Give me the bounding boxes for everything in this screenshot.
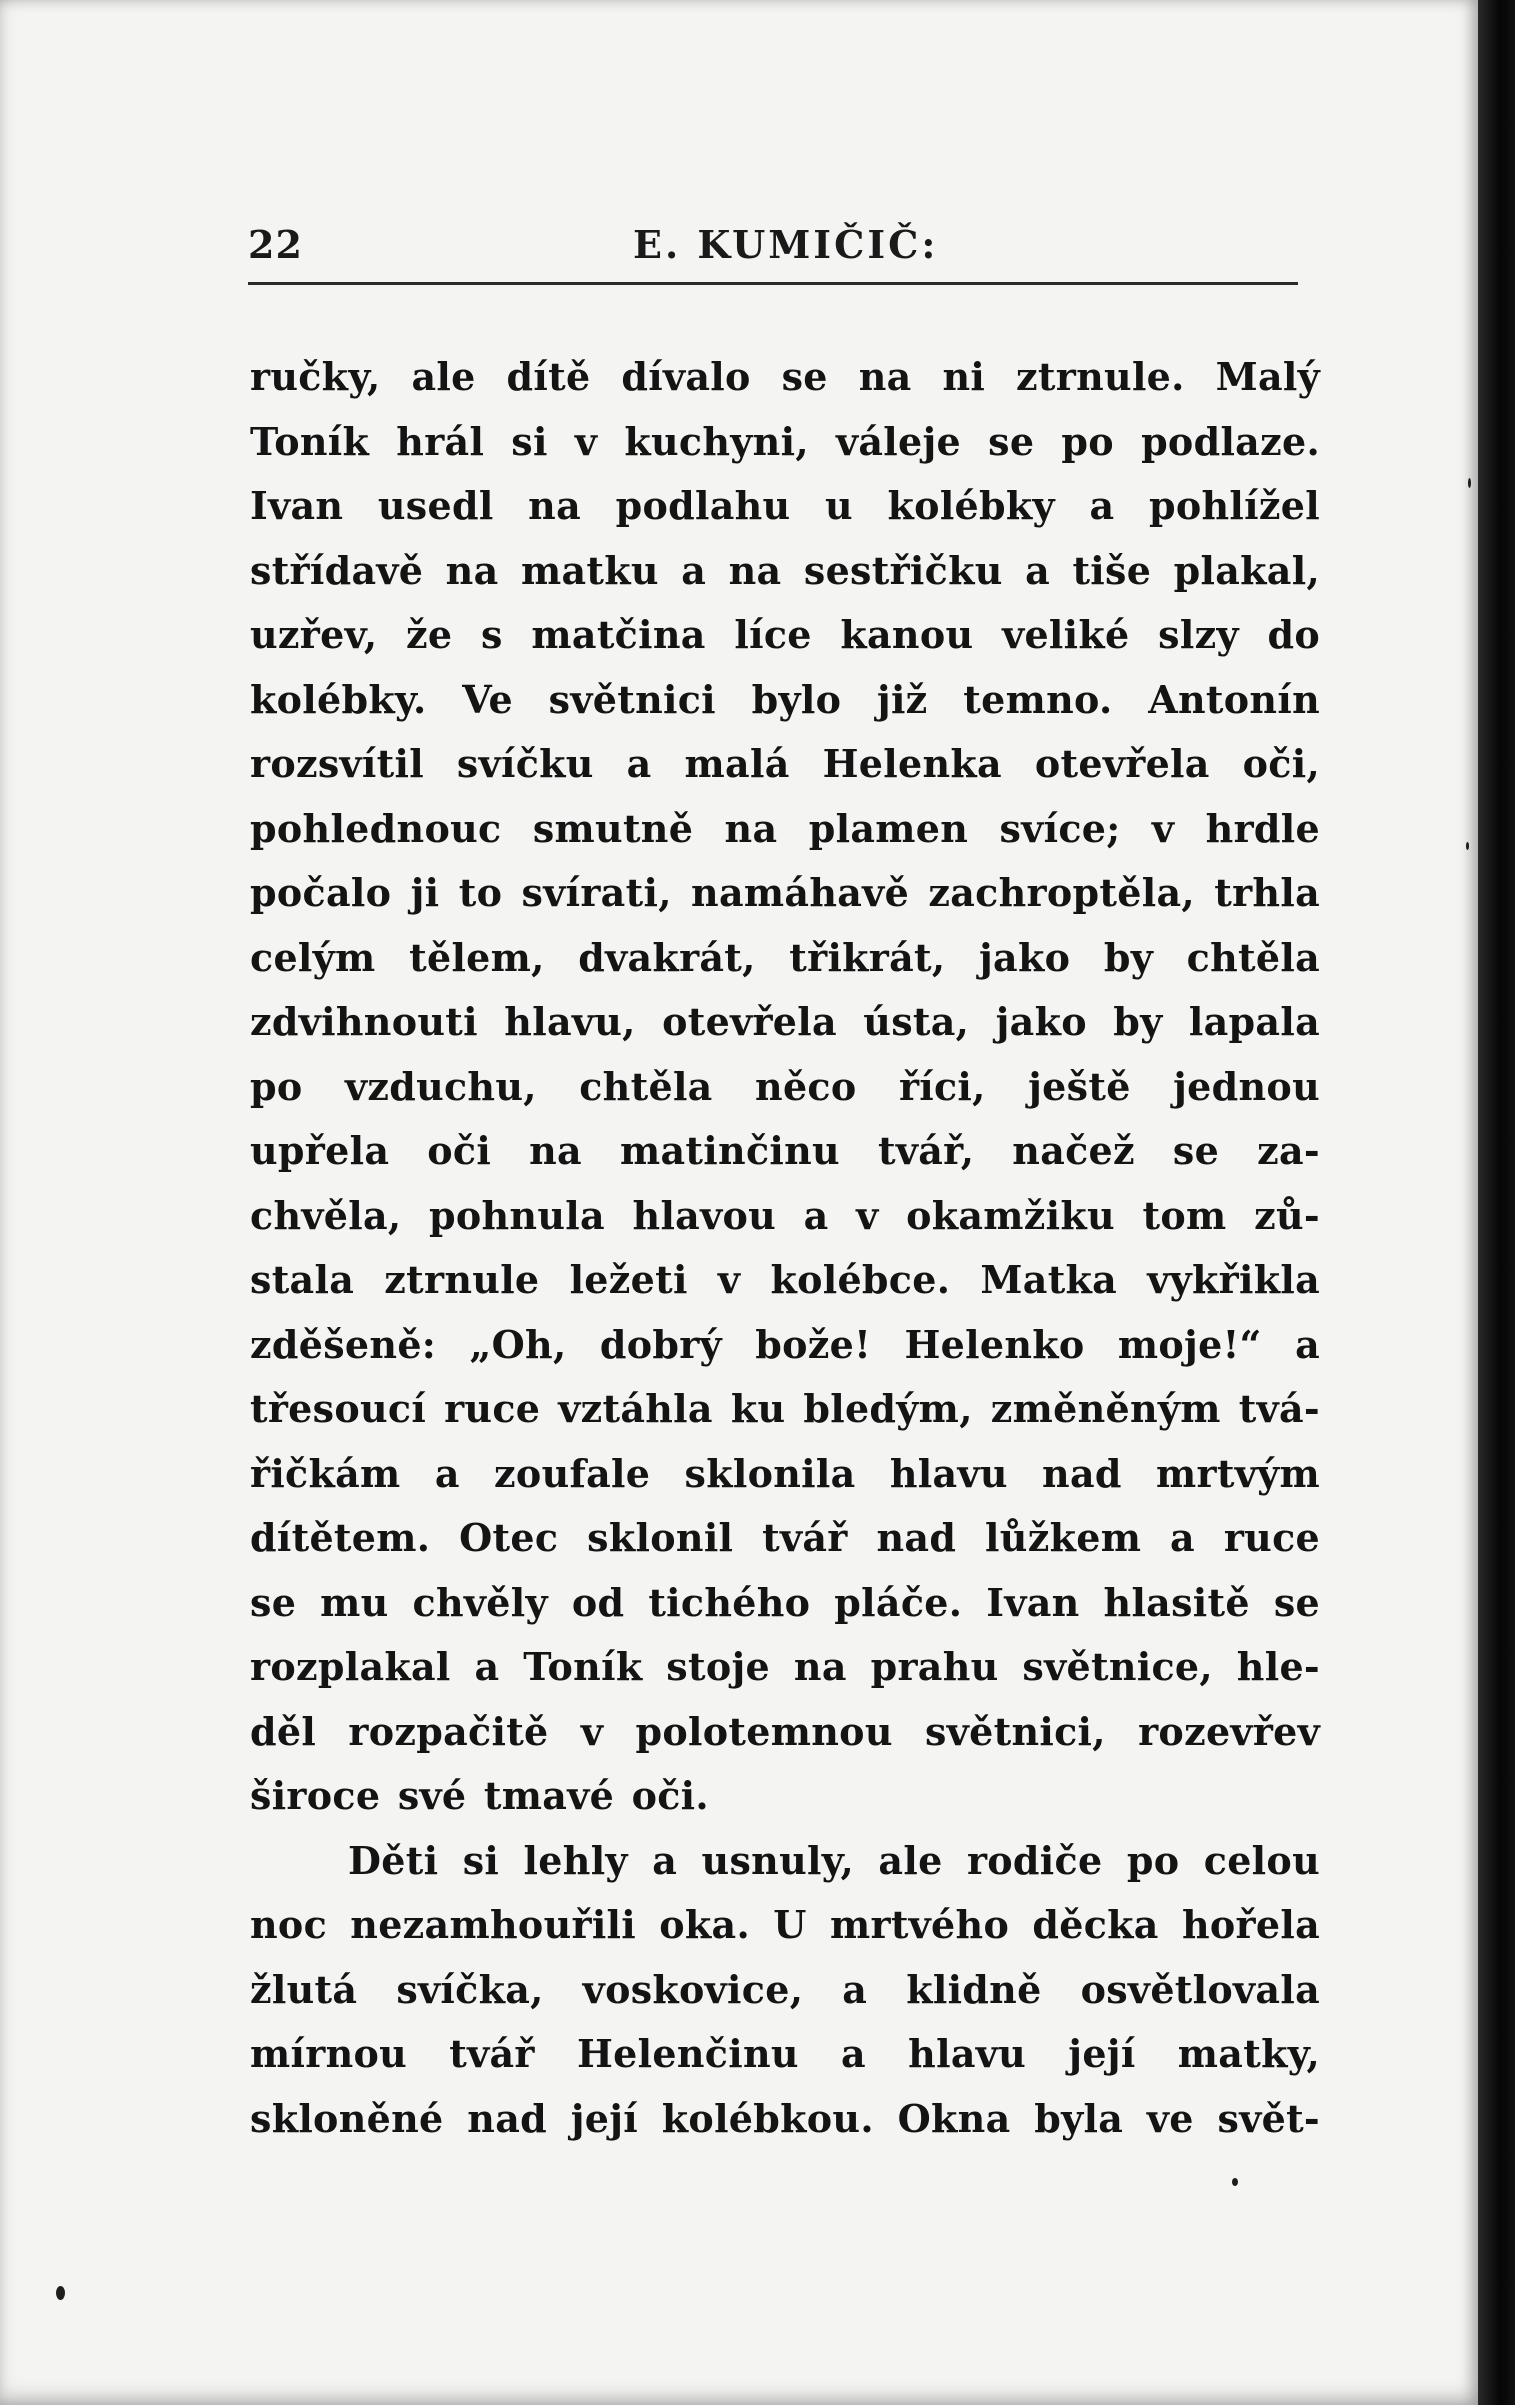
text-line: kolébky. Ve světnici bylo již temno. Antonín (250, 676, 1320, 722)
ink-speck (1232, 2178, 1238, 2186)
text-line: počalo ji to svírati, namáhavě zachroptěla, trhla (250, 870, 1320, 915)
text-line: skloněné nad její kolébkou. Okna byla ve svět- (250, 2095, 1320, 2141)
header-rule (248, 282, 1298, 285)
ink-speck (1466, 842, 1469, 850)
text-line: ručky, ale dítě dívalo se na ni ztrnule. Malý (250, 354, 1320, 399)
text-line: děl rozpačitě v polotemnou světnici, rozevřev (250, 1708, 1320, 1754)
text-line: se mu chvěly od tichého pláče. Ivan hlasitě se (250, 1579, 1320, 1625)
ink-speck (56, 2286, 65, 2300)
text-line: upřela oči na matinčinu tvář, načež se za- (250, 1128, 1320, 1173)
text-line: Ivan usedl na podlahu u kolébky a pohlížel (250, 483, 1320, 528)
page-edge-shadow (1478, 0, 1515, 2405)
text-line: rozsvítil svíčku a malá Helenka otevřela oči, (250, 741, 1320, 786)
text-line: pohlednouc smutně na plamen svíce; v hrdle (250, 805, 1320, 851)
text-line: po vzduchu, chtěla něco říci, ještě jednou (250, 1063, 1320, 1109)
page-header (248, 222, 1298, 282)
text-line: široce své tmavé oči. (250, 1773, 709, 1818)
paragraph (250, 345, 1320, 1829)
text-line: zdvihnouti hlavu, otevřela ústa, jako by lapala (250, 999, 1320, 1044)
text-line: žlutá svíčka, voskovice, a klidně osvětlovala (250, 1966, 1320, 2012)
text-line: rozplakal a Toník stoje na prahu světnice, hle- (250, 1644, 1320, 1689)
text-line: noc nezamhouřili oka. U mrtvého děcka hořela (250, 1902, 1320, 1947)
text-line: uzřev, že s matčina líce kanou veliké slzy do (250, 612, 1320, 657)
running-head: E. KUMIČIČ: (633, 222, 939, 267)
text-line: stala ztrnule ležeti v kolébce. Matka vykřikla (250, 1257, 1320, 1302)
paragraph (250, 1829, 1320, 2152)
text-line: třesoucí ruce vztáhla ku bledým, změněným tvá- (250, 1386, 1320, 1431)
text-line: zděšeně: „Oh, dobrý bože! Helenko moje!“ a (250, 1321, 1320, 1367)
ink-speck (1468, 478, 1471, 488)
text-line: chvěla, pohnula hlavou a v okamžiku tom zů- (250, 1192, 1320, 1238)
text-line: Děti si lehly a usnuly, ale rodiče po celou (348, 1837, 1320, 1883)
page-number: 22 (248, 222, 303, 267)
text-line: Toník hrál si v kuchyni, váleje se po podlaze. (250, 418, 1320, 464)
text-line: dítětem. Otec sklonil tvář nad lůžkem a ruce (250, 1515, 1320, 1560)
body-text (250, 345, 1320, 2151)
text-line: řičkám a zoufale sklonila hlavu nad mrtvým (250, 1450, 1320, 1496)
text-line: střídavě na matku a na sestřičku a tiše plakal, (250, 547, 1320, 593)
text-line: celým tělem, dvakrát, třikrát, jako by chtěla (250, 934, 1320, 980)
text-line: mírnou tvář Helenčinu a hlavu její matky, (250, 2031, 1320, 2076)
